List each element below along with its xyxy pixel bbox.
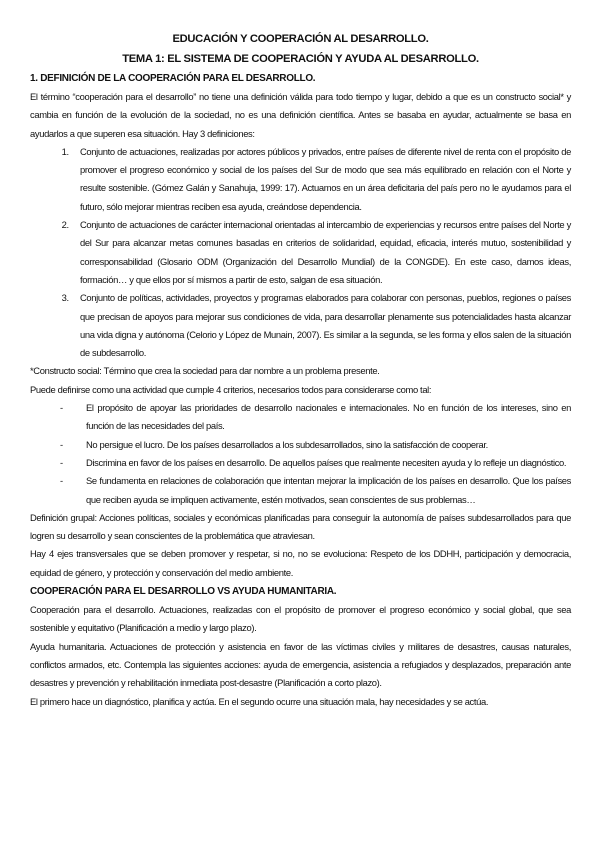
section-heading-definition: 1. DEFINICIÓN DE LA COOPERACIÓN PARA EL DESARROLLO. [30, 73, 316, 84]
criteria-list [30, 399, 571, 509]
criteria-item: - Discrimina en favor de los países en desarrollo. De aquellos países que realmente necesiten ayuda y lo refleje un diagnóstico. [78, 454, 571, 472]
section-heading-comparison: COOPERACIÓN PARA EL DESARROLLO VS AYUDA HUMANITARIA. [30, 586, 337, 598]
transversal-axes: Hay 4 ejes transversales que se deben promover y respetar, si no, no se evoluciona: Respeto de los DDHH, participación y democracia, equidad de género, y protección y conservación del medio ambiente. [30, 548, 571, 578]
criteria-item: - El propósito de apoyar las prioridades de desarrollo nacionales e internacionales. No en función de los intereses, sino en función de las necesidades del país. [78, 399, 571, 436]
definition-item: 2. Conjunto de actuaciones de carácter internacional orientadas al intercambio de experiencias y recursos entre países del Norte y del Sur para alcanzar metas comunes basadas en criterios de solidaridad, equidad, eficacia, interés mutuo, sostenibilidad y corresponsabilidad (Glosario ODM (Organización del Desarrollo Mundial) de la CONGDE). En este caso, damos ideas, formación… y que ellos por sí mismos a partir de esto, salgan de esa situación. [71, 216, 571, 289]
criteria-item: - Se fundamenta en relaciones de colaboración que intentan mejorar la implicación de los países en desarrollo. Que los países que reciben ayuda se impliquen activamente, estén motivados, sean conscientes de sus problemas… [78, 472, 571, 509]
cooperation-definition: Cooperación para el desarrollo. Actuaciones, realizadas con el propósito de promover el progreso económico y social global, que sea sostenible y equitativo (Planificación a medio y largo plazo). [30, 604, 571, 634]
footnote: *Constructo social: Término que crea la sociedad para dar nombre a un problema presente. [30, 365, 380, 377]
definition-item: 1. Conjunto de actuaciones, realizadas por actores públicos y privados, entre países de diferente nivel de renta con el propósito de promover el progreso económico y social de los países del Sur de modo que sea más equilibrado en relación con el Norte y resulte sostenible. (Gómez Galán y Sanahuja, 1999: 17). Actuamos en un área deficitaria del país pero no le ayudamos para el futuro, sólo mejorar mientras reciben esa ayuda, creándose dependencia. [71, 143, 571, 216]
comparison-summary: El primero hace un diagnóstico, planifica y actúa. En el segundo ocurre una situación mala, hay necesidades y se actúa. [30, 695, 489, 707]
criteria-intro: Puede definirse como una actividad que cumple 4 criterios, necesarios todos para considerarse como tal: [30, 383, 432, 395]
definition-item: 3. Conjunto de políticas, actividades, proyectos y programas elaborados para colaborar con personas, pueblos, regiones o países que precisan de apoyos para mejorar sus condiciones de vida, para desarrollar plenamente sus potencialidades hasta alcanzar una vida digna y autónoma (Celorio y López de Munain, 2007). Es similar a la segunda, se les forma y ellos salen de la situación de subdesarrollo. [71, 289, 571, 362]
criteria-item: - No persigue el lucro. De los países desarrollados a los subdesarrollados, sino la satisfacción de cooperar. [78, 436, 571, 454]
humanitarian-definition: Ayuda humanitaria. Actuaciones de protección y asistencia en favor de las víctimas civiles y militares de desastres, causas naturales, conflictos armados, etc. Contempla las siguientes acciones: ayuda de emergencia, asistencia a refugiados y desplazados, preparación ante desastres y prevención y rehabilitación inmediata post-desastre (Planificación a corto plazo). [30, 640, 571, 689]
document-subtitle: TEMA 1: EL SISTEMA DE COOPERACIÓN Y AYUDA AL DESARROLLO. [122, 53, 479, 65]
document-title: EDUCACIÓN Y COOPERACIÓN AL DESARROLLO. [172, 33, 429, 45]
intro-paragraph: El término “cooperación para el desarrollo” no tiene una definición válida para todo tiempo y lugar, debido a que es un constructo social* y cambia en función de la evolución de la sociedad, no es una definición científica. Antes se basaba en ayudar, actualmente se basa en ayudarlos a que superen esa situación. Hay 3 definiciones: [30, 91, 571, 139]
definitions-list [30, 143, 571, 363]
group-definition: Definición grupal: Acciones políticas, sociales y económicas planificadas para conseguir la autonomía de países subdesarrollados para que logren su desarrollo y sean conscientes de la problemática que atraviesan. [30, 511, 571, 542]
